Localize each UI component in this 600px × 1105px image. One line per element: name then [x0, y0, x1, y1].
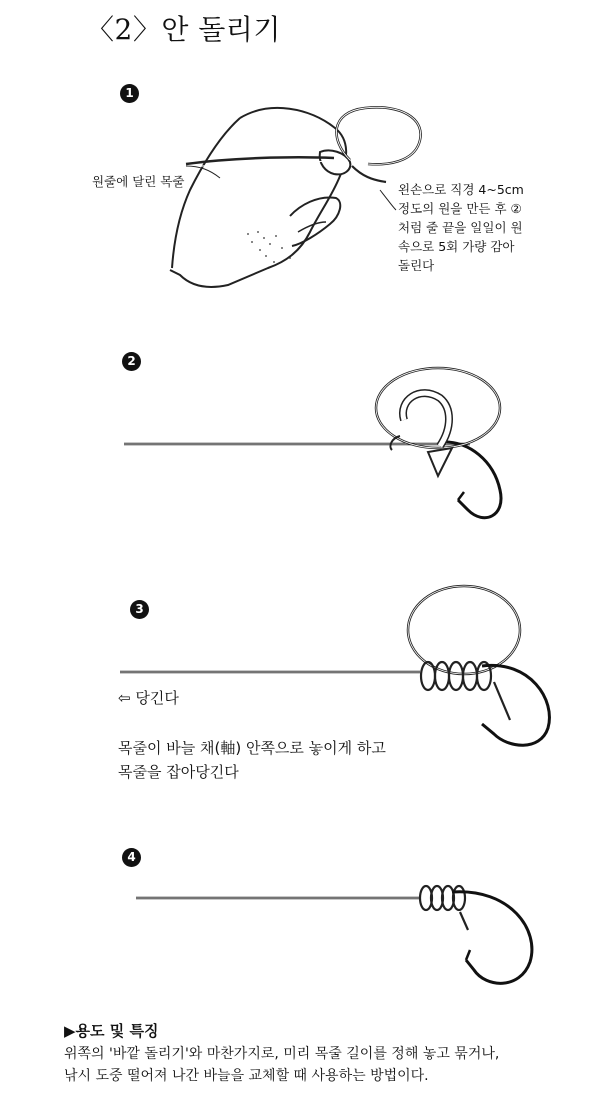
step-3-pull-label: ⇦ 당긴다: [118, 689, 179, 707]
step-4-number: 4: [122, 848, 141, 867]
step-1-instruction-line-5: 돌린다: [398, 258, 435, 273]
step-1-instruction-line-3: 처럼 줄 끝을 일일이 원: [398, 220, 523, 235]
step-1-instruction-line-1: 왼손으로 직경 4~5cm: [398, 182, 524, 197]
step-2-number: 2: [122, 352, 141, 371]
step-3-note-line-1: 목줄이 바늘 채(軸) 안쪽으로 놓이게 하고: [118, 739, 386, 757]
step-3-note-line-2: 목줄을 잡아당긴다: [118, 763, 239, 781]
page-title: 〈2〉안 돌리기: [86, 13, 281, 46]
step-1-label-leader: 원줄에 달린 목줄: [92, 174, 185, 189]
step-3-number: 3: [130, 600, 149, 619]
usage-text-line-2: 낚시 도중 떨어져 나간 바늘을 교체할 때 사용하는 방법이다.: [64, 1068, 429, 1084]
step-1-number: 1: [120, 84, 139, 103]
usage-heading: ▶용도 및 특징: [64, 1022, 159, 1040]
usage-text-line-1: 위쪽의 '바깥 돌리기'와 마찬가지로, 미리 목줄 길이를 정해 놓고 묶거나,: [64, 1046, 500, 1062]
step-1-instruction-line-2: 정도의 원을 만든 후 ②: [398, 201, 522, 216]
usage-text: [64, 1043, 499, 1087]
step-1-instruction-line-4: 속으로 5회 가량 감아: [398, 239, 515, 254]
